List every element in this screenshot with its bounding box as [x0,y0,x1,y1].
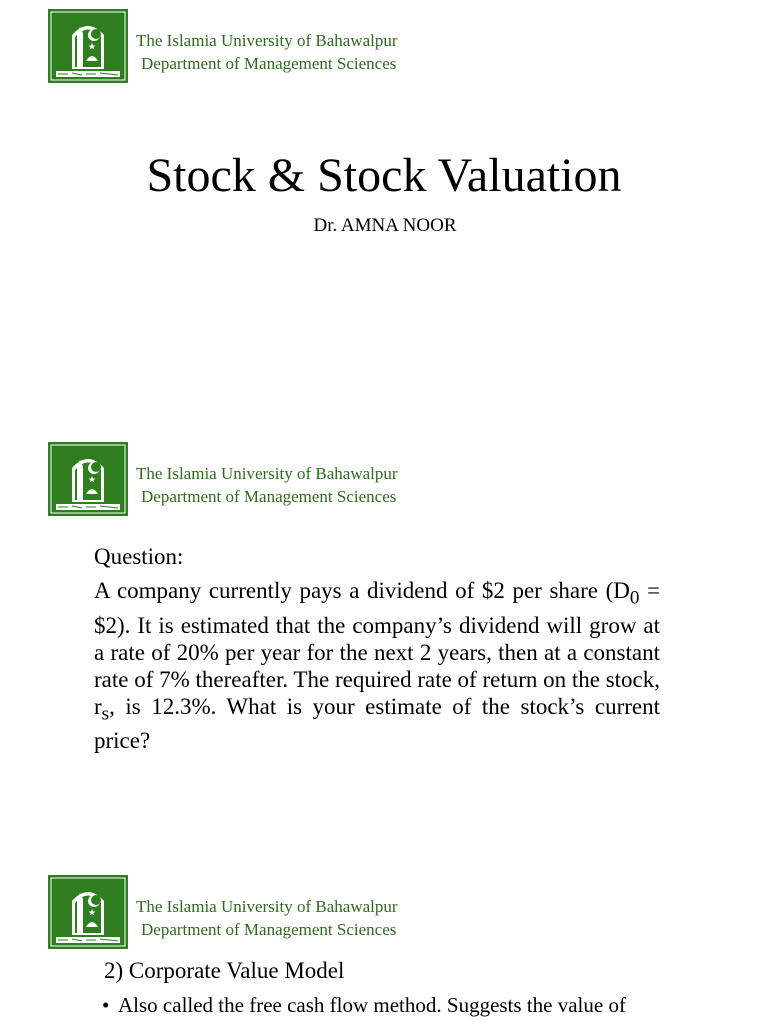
question-text-part: = $2). It is estimated that the company’s dividend will grow at a rate of 20% per year for the next 2 years, then at a constant rate of 7% thereafter. The required rate of return on the stock, r [94,578,661,719]
question-text-part: A company currently pays a dividend of $2 per share (D [94,578,630,603]
question-text-part: , is 12.3%. What is your estimate of the stock’s current price? [94,693,660,754]
university-name: The Islamia University of Bahawalpur [136,31,398,50]
section-heading: 2) Corporate Value Model [104,958,345,983]
question-text [94,577,660,754]
department-name: Department of Management Sciences [141,920,397,939]
department-name: Department of Management Sciences [141,487,397,506]
university-name-block [136,462,398,508]
bullet-item [102,990,742,1020]
university-logo-icon [48,875,128,949]
question-slide [0,433,768,866]
dividend-subscript: 0 [629,587,640,609]
corporate-value-slide [0,866,768,1024]
university-logo-icon [48,442,128,516]
university-header [48,9,468,83]
university-header [48,875,468,949]
university-logo-icon [48,9,128,83]
department-name: Department of Management Sciences [141,54,397,73]
university-name-block [136,895,398,941]
bullet-list [102,990,742,1020]
author-name: Dr. AMNA NOOR [313,215,457,236]
bullet-text: Also called the free cash flow method. Suggests the value of [118,993,626,1017]
university-name: The Islamia University of Bahawalpur [136,897,398,916]
return-subscript: s [101,703,110,725]
presentation-title: Stock & Stock Valuation [146,149,622,202]
university-name: The Islamia University of Bahawalpur [136,464,398,483]
bullet-dot-icon: • [102,993,110,1017]
university-name-block [136,29,398,75]
university-header [48,442,468,516]
title-slide [0,0,768,433]
question-label: Question: [94,544,184,569]
